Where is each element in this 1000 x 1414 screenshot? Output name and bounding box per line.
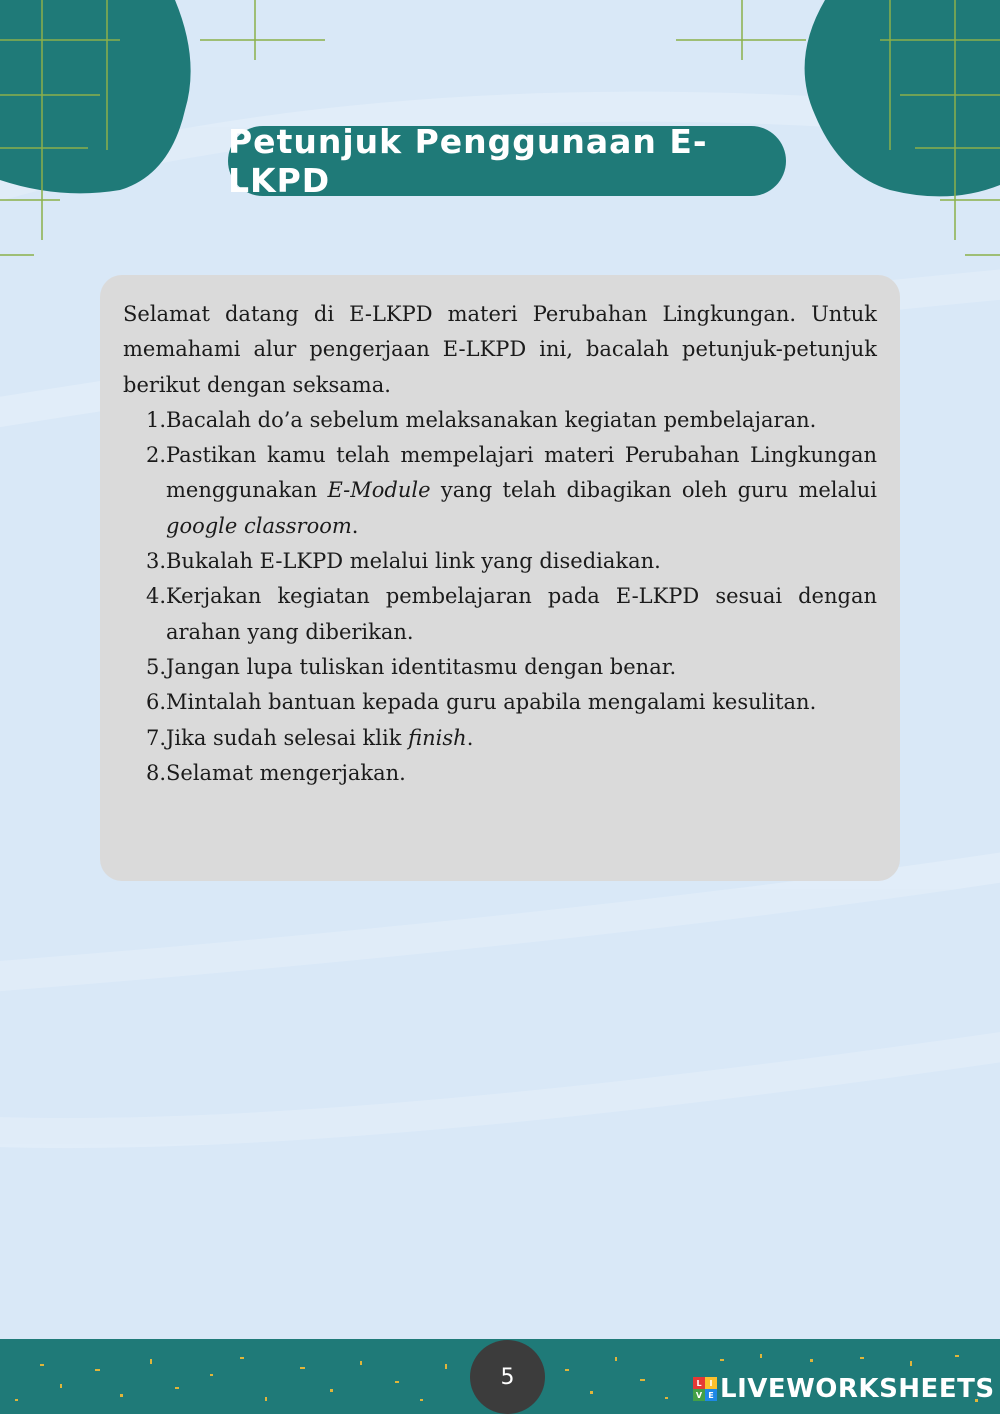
list-item-number: 1. <box>145 407 166 432</box>
text-run: yang telah dibagikan oleh guru melalui <box>430 478 877 503</box>
list-item <box>123 403 877 438</box>
list-item-text <box>166 721 877 756</box>
list-item <box>123 721 877 756</box>
emphasis-google-classroom: google classroom <box>166 513 352 538</box>
text-run: Pastikan kamu telah mempelajari materi Perubahan Lingkungan menggunakan <box>166 443 877 503</box>
list-item <box>123 756 877 791</box>
list-item-number: 3. <box>145 549 166 574</box>
list-item-number: 6. <box>145 690 166 715</box>
logo-letter: E <box>705 1389 717 1401</box>
title-banner <box>228 122 786 200</box>
list-item-text <box>166 438 877 544</box>
list-item <box>123 650 877 685</box>
emphasis-e-module: E-Module <box>327 478 431 503</box>
list-item <box>123 544 877 579</box>
instruction-card <box>100 275 900 881</box>
list-item-number: 7. <box>145 725 166 750</box>
decorative-grid-right-top <box>676 0 806 60</box>
page-number-badge <box>470 1340 545 1414</box>
page-title: Petunjuk Penggunaan E-LKPD <box>228 122 708 200</box>
list-item-text: Jangan lupa tuliskan identitasmu dengan benar. <box>166 654 677 679</box>
list-item-number: 8. <box>145 760 166 785</box>
list-item-text: Bukalah E-LKPD melalui link yang disediakan. <box>166 549 661 574</box>
decorative-grid-left-top <box>200 0 330 60</box>
instruction-list <box>123 403 877 791</box>
logo-letter: I <box>705 1377 717 1389</box>
page-number: 5 <box>500 1364 515 1390</box>
list-item <box>123 579 877 650</box>
logo-letter: L <box>693 1377 705 1389</box>
list-item-number: 2. <box>145 443 166 468</box>
text-run: . <box>466 725 474 750</box>
liveworksheets-logo-icon <box>693 1377 717 1401</box>
text-run: . <box>351 513 359 538</box>
list-item-text: Kerjakan kegiatan pembelajaran pada E-LKPD sesuai dengan arahan yang diberikan. <box>166 584 877 644</box>
list-item <box>123 438 877 544</box>
intro-paragraph: Selamat datang di E-LKPD materi Perubahan Lingkungan. Untuk memahami alur pengerjaan E-LKPD ini, bacalah petunjuk-petunjuk berikut dengan seksama. <box>123 302 877 397</box>
list-item-number: 4. <box>145 584 166 609</box>
list-item-number: 5. <box>145 654 166 679</box>
liveworksheets-watermark <box>693 1374 995 1404</box>
list-item <box>123 685 877 720</box>
list-item-text: Mintalah bantuan kepada guru apabila mengalami kesulitan. <box>166 690 817 715</box>
text-run: Jika sudah selesai klik <box>166 725 409 750</box>
logo-letter: V <box>693 1389 705 1401</box>
list-item-text: Selamat mengerjakan. <box>166 760 406 785</box>
list-item-text: Bacalah do’a sebelum melaksanakan kegiatan pembelajaran. <box>166 407 817 432</box>
emphasis-finish: finish <box>408 725 467 750</box>
liveworksheets-brand: LIVEWORKSHEETS <box>720 1374 995 1404</box>
